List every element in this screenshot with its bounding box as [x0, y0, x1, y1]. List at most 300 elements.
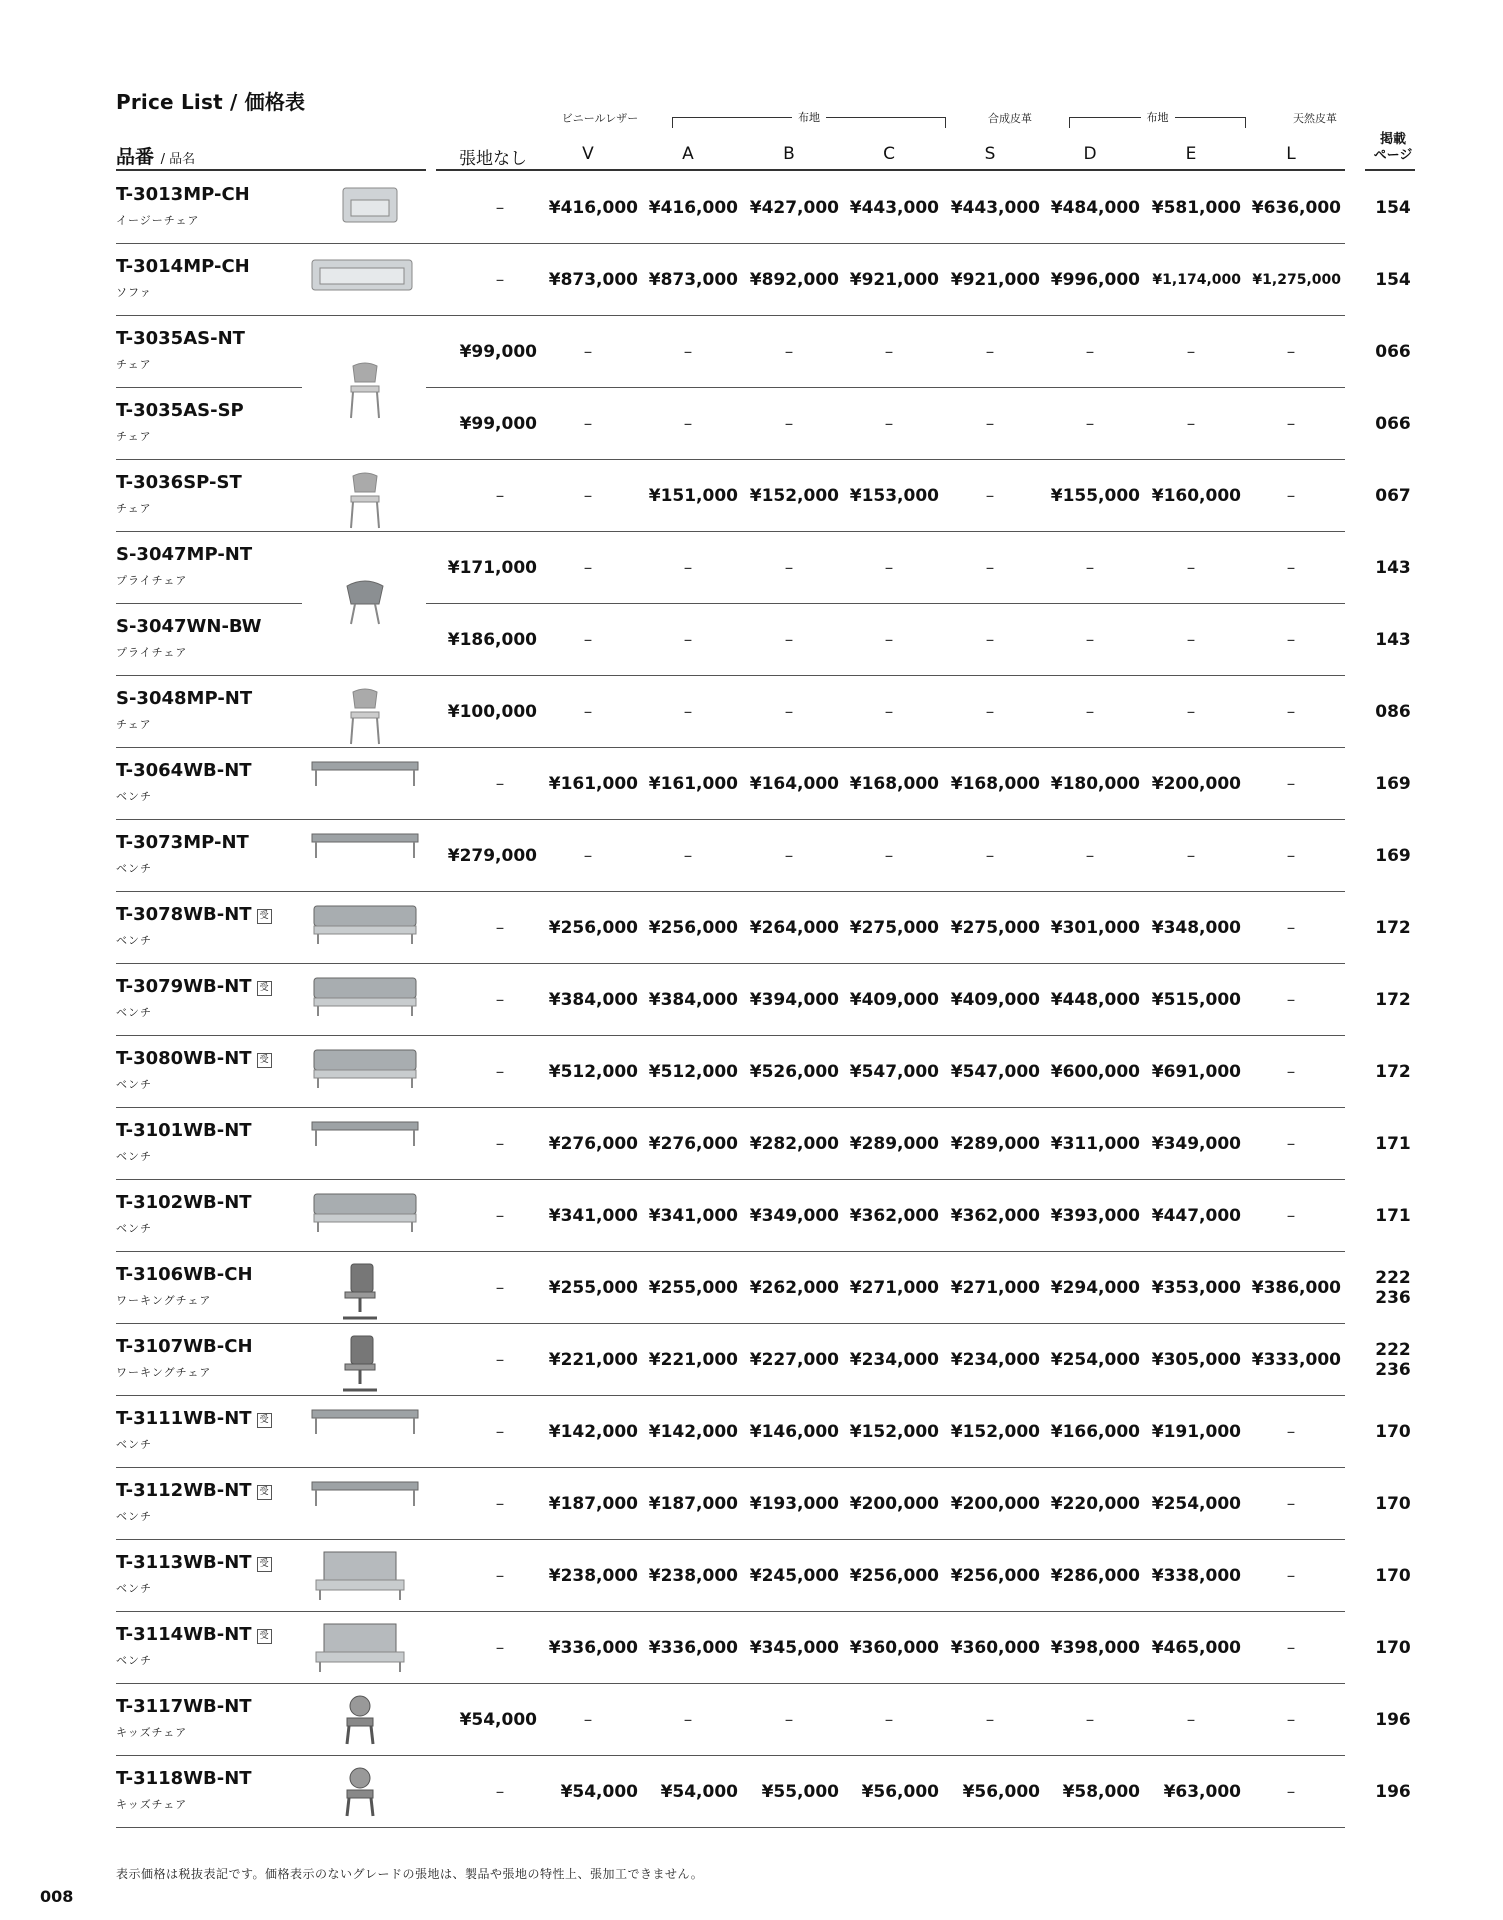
- bench-seat-image: [310, 1190, 420, 1238]
- page-ref-number: 154: [1375, 270, 1411, 290]
- product-code: [116, 1120, 252, 1141]
- price-cell: –: [784, 846, 794, 866]
- page-ref: [1368, 198, 1418, 218]
- price-cell: –: [1186, 630, 1196, 650]
- product-code-text: T-3107WB-CH: [116, 1336, 253, 1357]
- bench-seat-image: [310, 1046, 420, 1094]
- page-ref: [1368, 990, 1418, 1010]
- price-cell: ¥892,000: [749, 270, 839, 290]
- price-cell: ¥56,000: [962, 1782, 1040, 1802]
- price-cell: –: [1286, 414, 1296, 434]
- header-item-name-label: / 品名: [160, 152, 196, 167]
- page-ref: [1368, 630, 1418, 650]
- page-ref-number: 196: [1375, 1782, 1411, 1802]
- price-cell: ¥164,000: [749, 774, 839, 794]
- price-cell: ¥256,000: [849, 1566, 939, 1586]
- product-code-text: T-3079WB-NT: [116, 976, 252, 997]
- price-cell: ¥276,000: [648, 1134, 738, 1154]
- price-cell: –: [985, 558, 995, 578]
- page-ref: [1368, 270, 1418, 290]
- price-no-fabric: –: [495, 990, 505, 1010]
- price-cell: –: [1085, 846, 1095, 866]
- price-cell: –: [1085, 1710, 1095, 1730]
- price-cell: ¥345,000: [749, 1638, 839, 1658]
- product-code: [116, 1480, 272, 1501]
- price-cell: –: [1286, 1566, 1296, 1586]
- group-label-fabric2: 布地: [1141, 109, 1175, 125]
- price-cell: ¥341,000: [548, 1206, 638, 1226]
- product-code: [116, 472, 242, 493]
- price-cell: –: [1085, 342, 1095, 362]
- price-cell: ¥341,000: [648, 1206, 738, 1226]
- price-cell: –: [784, 630, 794, 650]
- table-row: [0, 676, 1503, 748]
- page-ref-number: 196: [1375, 1710, 1411, 1730]
- price-cell: –: [884, 1710, 894, 1730]
- table-row: [0, 820, 1503, 892]
- price-cell: –: [683, 1710, 693, 1730]
- price-no-fabric: –: [495, 1782, 505, 1802]
- page-ref: [1368, 1782, 1418, 1802]
- price-cell: ¥54,000: [660, 1782, 738, 1802]
- price-cell: ¥996,000: [1050, 270, 1140, 290]
- product-code: [116, 1336, 253, 1357]
- price-no-fabric: –: [495, 1350, 505, 1370]
- page-ref: [1368, 1710, 1418, 1730]
- price-cell: ¥921,000: [950, 270, 1040, 290]
- price-cell: –: [1286, 558, 1296, 578]
- price-cell: ¥153,000: [849, 486, 939, 506]
- page-ref-number: 172: [1375, 990, 1411, 1010]
- price-no-fabric: –: [495, 486, 505, 506]
- price-cell: ¥393,000: [1050, 1206, 1140, 1226]
- product-name: ベンチ: [116, 1654, 152, 1667]
- table-row: [0, 1396, 1503, 1468]
- product-name: ベンチ: [116, 934, 152, 947]
- product-code-text: T-3101WB-NT: [116, 1120, 252, 1141]
- price-cell: ¥448,000: [1050, 990, 1140, 1010]
- price-cell: ¥333,000: [1251, 1350, 1341, 1370]
- price-cell: ¥255,000: [648, 1278, 738, 1298]
- row-divider: [116, 1827, 1345, 1828]
- price-no-fabric: –: [495, 270, 505, 290]
- table-row: [0, 172, 1503, 244]
- price-cell: –: [1286, 990, 1296, 1010]
- price-cell: ¥155,000: [1050, 486, 1140, 506]
- price-cell: –: [985, 342, 995, 362]
- price-cell: –: [985, 846, 995, 866]
- product-name: ベンチ: [116, 1006, 152, 1019]
- page-ref-number: 170: [1375, 1566, 1411, 1586]
- price-cell: –: [1286, 1206, 1296, 1226]
- product-code: [116, 1768, 252, 1789]
- price-cell: ¥409,000: [849, 990, 939, 1010]
- price-cell: ¥465,000: [1151, 1638, 1241, 1658]
- page-ref-number: 143: [1375, 558, 1411, 578]
- product-name: チェア: [116, 718, 152, 731]
- chair-image: [335, 686, 395, 750]
- price-cell: ¥262,000: [749, 1278, 839, 1298]
- order-badge: 受: [257, 1485, 272, 1500]
- price-cell: ¥427,000: [749, 198, 839, 218]
- price-cell: ¥336,000: [648, 1638, 738, 1658]
- price-cell: –: [583, 846, 593, 866]
- price-cell: –: [985, 630, 995, 650]
- table-row: [0, 604, 1503, 676]
- footnote: 表示価格は税抜表記です。価格表示のないグレードの張地は、製品や張地の特性上、張加工できません。: [116, 1867, 704, 1881]
- price-no-fabric: –: [495, 918, 505, 938]
- price-cell: –: [1186, 1710, 1196, 1730]
- price-cell: –: [1286, 918, 1296, 938]
- product-name: キッズチェア: [116, 1726, 188, 1739]
- price-cell: ¥264,000: [749, 918, 839, 938]
- price-no-fabric: –: [495, 1206, 505, 1226]
- product-code-text: T-3112WB-NT: [116, 1480, 252, 1501]
- price-cell: ¥152,000: [749, 486, 839, 506]
- price-cell: –: [1286, 342, 1296, 362]
- price-cell: ¥547,000: [950, 1062, 1040, 1082]
- price-cell: ¥386,000: [1251, 1278, 1341, 1298]
- price-cell: ¥168,000: [950, 774, 1040, 794]
- product-name: ベンチ: [116, 1582, 152, 1595]
- price-cell: ¥512,000: [548, 1062, 638, 1082]
- price-cell: ¥305,000: [1151, 1350, 1241, 1370]
- price-cell: –: [583, 414, 593, 434]
- price-cell: –: [1286, 1710, 1296, 1730]
- table-row: [0, 892, 1503, 964]
- price-cell: ¥238,000: [548, 1566, 638, 1586]
- price-cell: ¥191,000: [1151, 1422, 1241, 1442]
- page-ref-number: 171: [1375, 1206, 1411, 1226]
- price-cell: –: [1186, 414, 1196, 434]
- page-title: Price List / 価格表: [116, 90, 306, 114]
- sofa-image: [310, 254, 414, 298]
- product-code: [116, 1552, 272, 1573]
- price-cell: –: [583, 1710, 593, 1730]
- table-row: [0, 388, 1503, 460]
- price-cell: –: [1286, 1422, 1296, 1442]
- price-cell: ¥921,000: [849, 270, 939, 290]
- price-cell: –: [1286, 1638, 1296, 1658]
- order-badge: 受: [257, 1053, 272, 1068]
- product-code-text: T-3073MP-NT: [116, 832, 249, 853]
- price-cell: –: [1286, 1134, 1296, 1154]
- price-cell: ¥227,000: [749, 1350, 839, 1370]
- price-cell: ¥384,000: [548, 990, 638, 1010]
- bench-image: [310, 1478, 420, 1512]
- product-name: ベンチ: [116, 1510, 152, 1523]
- page-ref: [1368, 342, 1418, 362]
- product-code-text: T-3064WB-NT: [116, 760, 252, 781]
- price-cell: ¥348,000: [1151, 918, 1241, 938]
- page-ref: [1368, 1566, 1418, 1586]
- bench-seat-image: [310, 902, 420, 950]
- product-code-text: T-3118WB-NT: [116, 1768, 252, 1789]
- price-cell: –: [583, 558, 593, 578]
- easy-chair-image: [335, 182, 405, 232]
- table-row: [0, 1036, 1503, 1108]
- price-cell: ¥142,000: [648, 1422, 738, 1442]
- order-badge: 受: [257, 909, 272, 924]
- page-ref-number: 170: [1375, 1494, 1411, 1514]
- page-ref: [1368, 702, 1418, 722]
- price-cell: –: [683, 342, 693, 362]
- price-cell: ¥180,000: [1050, 774, 1140, 794]
- price-cell: ¥336,000: [548, 1638, 638, 1658]
- price-no-fabric: ¥171,000: [447, 558, 537, 578]
- price-cell: ¥275,000: [849, 918, 939, 938]
- price-cell: ¥636,000: [1251, 198, 1341, 218]
- product-name: チェア: [116, 502, 152, 515]
- price-cell: ¥55,000: [761, 1782, 839, 1802]
- price-no-fabric: –: [495, 1494, 505, 1514]
- table-row: [0, 1756, 1503, 1828]
- page-ref-number: 067: [1375, 486, 1411, 506]
- price-no-fabric: ¥99,000: [459, 342, 537, 362]
- product-name: チェア: [116, 430, 152, 443]
- price-cell: ¥286,000: [1050, 1566, 1140, 1586]
- price-no-fabric: –: [495, 1134, 505, 1154]
- product-name: ソファ: [116, 286, 152, 299]
- price-cell: –: [784, 1710, 794, 1730]
- product-code: [116, 1696, 252, 1717]
- price-cell: –: [1286, 630, 1296, 650]
- table-row: [0, 1324, 1503, 1396]
- header-no-fabric: 張地なし: [459, 149, 527, 169]
- price-cell: ¥691,000: [1151, 1062, 1241, 1082]
- price-cell: –: [1186, 342, 1196, 362]
- price-cell: ¥515,000: [1151, 990, 1241, 1010]
- page-ref: [1368, 486, 1418, 506]
- product-code: [116, 1048, 272, 1069]
- price-cell: ¥200,000: [1151, 774, 1241, 794]
- bench-image: [310, 1406, 420, 1440]
- price-cell: –: [1085, 558, 1095, 578]
- price-cell: ¥63,000: [1163, 1782, 1241, 1802]
- header-col-7: L: [1286, 144, 1296, 164]
- header-col-4: S: [984, 144, 996, 164]
- page-ref: [1368, 1494, 1418, 1514]
- product-code-text: T-3114WB-NT: [116, 1624, 252, 1645]
- office-chair-image: [335, 1262, 385, 1328]
- product-name: ベンチ: [116, 1150, 152, 1163]
- group-label-vinyl: ビニールレザー: [561, 112, 639, 125]
- price-cell: ¥168,000: [849, 774, 939, 794]
- product-name: ベンチ: [116, 790, 152, 803]
- price-cell: –: [683, 630, 693, 650]
- header-page: [1368, 132, 1418, 164]
- page-ref-number: 172: [1375, 1062, 1411, 1082]
- price-cell: ¥301,000: [1050, 918, 1140, 938]
- price-cell: ¥360,000: [950, 1638, 1040, 1658]
- price-cell: ¥1,275,000: [1252, 272, 1341, 288]
- price-cell: ¥245,000: [749, 1566, 839, 1586]
- price-cell: –: [884, 414, 894, 434]
- product-code: [116, 904, 272, 925]
- product-code-text: T-3035AS-NT: [116, 328, 245, 349]
- price-cell: ¥353,000: [1151, 1278, 1241, 1298]
- price-cell: ¥254,000: [1050, 1350, 1140, 1370]
- price-cell: ¥256,000: [950, 1566, 1040, 1586]
- price-cell: ¥200,000: [849, 1494, 939, 1514]
- product-code-text: T-3035AS-SP: [116, 400, 244, 421]
- table-row: [0, 1612, 1503, 1684]
- page-ref-number: 154: [1375, 198, 1411, 218]
- price-cell: –: [884, 846, 894, 866]
- header-col-2: B: [783, 144, 795, 164]
- price-cell: –: [784, 558, 794, 578]
- price-cell: –: [583, 342, 593, 362]
- page-ref: [1368, 918, 1418, 938]
- header-col-6: E: [1185, 144, 1197, 164]
- price-cell: ¥349,000: [1151, 1134, 1241, 1154]
- price-cell: ¥146,000: [749, 1422, 839, 1442]
- price-cell: ¥873,000: [548, 270, 638, 290]
- price-cell: ¥600,000: [1050, 1062, 1140, 1082]
- table-row: [0, 1180, 1503, 1252]
- price-cell: –: [1286, 774, 1296, 794]
- kids-chair-image: [335, 1694, 385, 1750]
- product-code-text: T-3117WB-NT: [116, 1696, 252, 1717]
- order-badge: 受: [257, 1629, 272, 1644]
- order-badge: 受: [257, 1413, 272, 1428]
- price-cell: ¥484,000: [1050, 198, 1140, 218]
- header-rule-main: [436, 169, 1345, 171]
- header-rule-page: [1365, 169, 1415, 171]
- product-name: ワーキングチェア: [116, 1294, 212, 1307]
- price-cell: ¥547,000: [849, 1062, 939, 1082]
- price-cell: ¥256,000: [648, 918, 738, 938]
- page-ref-number: 066: [1375, 342, 1411, 362]
- price-cell: –: [784, 702, 794, 722]
- page-number: 008: [40, 1887, 74, 1906]
- price-cell: –: [985, 414, 995, 434]
- price-cell: –: [1186, 846, 1196, 866]
- page-ref: [1368, 774, 1418, 794]
- price-cell: –: [985, 486, 995, 506]
- product-name: ベンチ: [116, 862, 152, 875]
- page-ref: [1368, 1062, 1418, 1082]
- product-code: [116, 256, 250, 277]
- table-row: [0, 532, 1503, 604]
- price-cell: –: [683, 846, 693, 866]
- price-cell: –: [1186, 558, 1196, 578]
- price-cell: –: [683, 558, 693, 578]
- price-cell: ¥349,000: [749, 1206, 839, 1226]
- price-cell: ¥187,000: [548, 1494, 638, 1514]
- price-cell: –: [884, 702, 894, 722]
- order-badge: 受: [257, 981, 272, 996]
- page-ref: [1368, 558, 1418, 578]
- price-cell: ¥409,000: [950, 990, 1040, 1010]
- product-code: [116, 976, 272, 997]
- product-code-text: T-3106WB-CH: [116, 1264, 253, 1285]
- price-cell: ¥166,000: [1050, 1422, 1140, 1442]
- price-cell: ¥581,000: [1151, 198, 1241, 218]
- order-badge: 受: [257, 1557, 272, 1572]
- price-cell: ¥447,000: [1151, 1206, 1241, 1226]
- price-cell: ¥416,000: [548, 198, 638, 218]
- kids-chair-image: [335, 1766, 385, 1822]
- price-cell: ¥276,000: [548, 1134, 638, 1154]
- price-cell: ¥394,000: [749, 990, 839, 1010]
- price-cell: ¥289,000: [849, 1134, 939, 1154]
- bench-back-image: [310, 1622, 410, 1678]
- price-cell: ¥338,000: [1151, 1566, 1241, 1586]
- header-col-3: C: [883, 144, 895, 164]
- price-cell: –: [1286, 846, 1296, 866]
- table-row: [0, 1540, 1503, 1612]
- price-cell: ¥54,000: [560, 1782, 638, 1802]
- price-cell: ¥234,000: [849, 1350, 939, 1370]
- header-page-line2: ページ: [1373, 148, 1413, 163]
- product-code: [116, 1264, 253, 1285]
- price-cell: –: [784, 342, 794, 362]
- price-cell: ¥221,000: [548, 1350, 638, 1370]
- price-cell: –: [683, 702, 693, 722]
- price-no-fabric: ¥54,000: [459, 1710, 537, 1730]
- price-cell: ¥142,000: [548, 1422, 638, 1442]
- bench-seat-image: [310, 974, 420, 1022]
- price-cell: –: [884, 342, 894, 362]
- table-row: [0, 1108, 1503, 1180]
- group-bracket-fabric1: [672, 111, 946, 128]
- product-code: [116, 1408, 272, 1429]
- page-ref-number: 169: [1375, 774, 1411, 794]
- page-ref: [1368, 1206, 1418, 1226]
- page-ref: [1368, 1268, 1418, 1308]
- product-name: ベンチ: [116, 1078, 152, 1091]
- office-chair-image: [335, 1334, 385, 1400]
- price-cell: –: [583, 486, 593, 506]
- header-col-0: V: [582, 144, 594, 164]
- page-ref-number: 086: [1375, 702, 1411, 722]
- price-cell: ¥152,000: [950, 1422, 1040, 1442]
- page-ref-number: 066: [1375, 414, 1411, 434]
- price-cell: –: [985, 702, 995, 722]
- product-code: [116, 616, 262, 637]
- price-no-fabric: ¥279,000: [447, 846, 537, 866]
- price-no-fabric: –: [495, 1566, 505, 1586]
- product-name: プライチェア: [116, 574, 188, 587]
- price-no-fabric: –: [495, 198, 505, 218]
- price-cell: –: [1186, 702, 1196, 722]
- price-cell: ¥311,000: [1050, 1134, 1140, 1154]
- price-no-fabric: –: [495, 1278, 505, 1298]
- price-cell: ¥234,000: [950, 1350, 1040, 1370]
- product-name: ベンチ: [116, 1438, 152, 1451]
- price-cell: ¥200,000: [950, 1494, 1040, 1514]
- price-cell: ¥161,000: [548, 774, 638, 794]
- group-bracket-fabric2: [1069, 111, 1246, 128]
- bench-image: [310, 758, 420, 792]
- page-ref-number: 236: [1375, 1360, 1411, 1380]
- product-code-text: T-3113WB-NT: [116, 1552, 252, 1573]
- price-cell: –: [985, 1710, 995, 1730]
- product-code: [116, 184, 250, 205]
- price-cell: ¥294,000: [1050, 1278, 1140, 1298]
- price-cell: ¥221,000: [648, 1350, 738, 1370]
- product-code: [116, 400, 244, 421]
- header-col-5: D: [1083, 144, 1097, 164]
- table-row: [0, 244, 1503, 316]
- price-cell: ¥151,000: [648, 486, 738, 506]
- price-no-fabric: –: [495, 1422, 505, 1442]
- bench-image: [310, 830, 420, 864]
- price-cell: ¥873,000: [648, 270, 738, 290]
- price-cell: ¥58,000: [1062, 1782, 1140, 1802]
- header-item-code: [116, 142, 195, 169]
